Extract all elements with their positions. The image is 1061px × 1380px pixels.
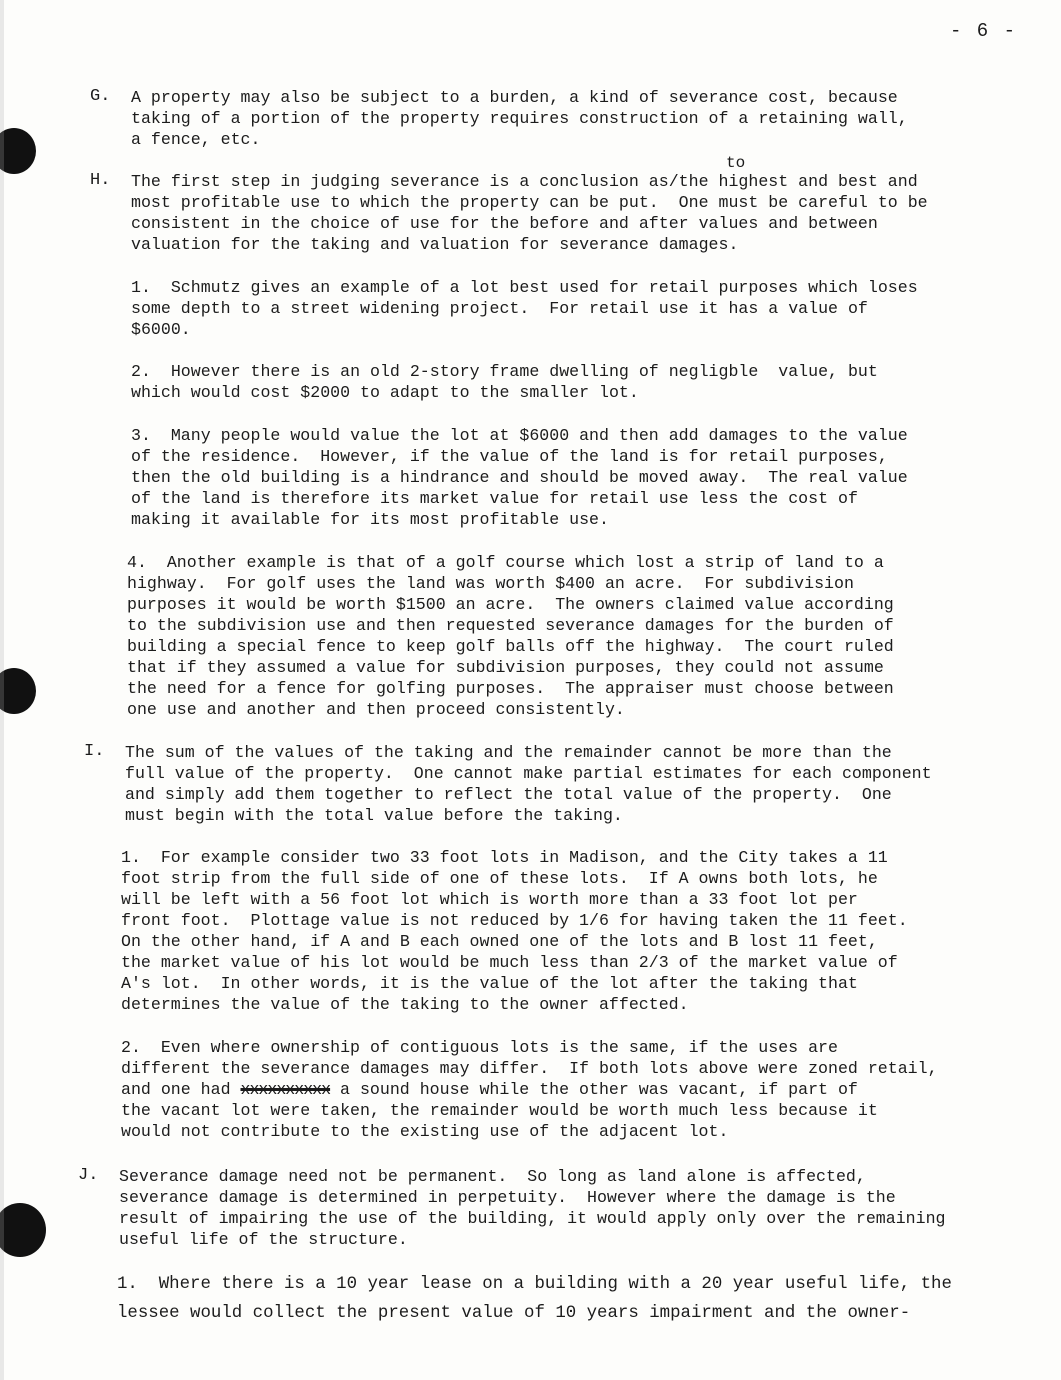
item-h1-line: some depth to a street widening project. For retail use it has a value of xyxy=(131,299,868,318)
paragraph-h-line: consistent in the choice of use for the before and after values and between xyxy=(131,214,878,233)
item-i2-line: 2. Even where ownership of contiguous lots is the same, if the uses are xyxy=(121,1038,838,1057)
item-i1-line: A's lot. In other words, it is the value of the lot after the taking that xyxy=(121,974,858,993)
item-h4-line: 4. Another example is that of a golf course which lost a strip of land to a xyxy=(127,553,884,572)
section-marker-j: J. xyxy=(78,1166,99,1185)
section-marker-i: I. xyxy=(84,742,105,761)
item-j1-line: lessee would collect the present value of 10 years impairment and the owner- xyxy=(117,1304,911,1323)
paragraph-g-line: a fence, etc. xyxy=(131,130,261,149)
struck-out-word: xxxxxxxxxx xyxy=(240,1080,331,1099)
item-i1-line: the market value of his lot would be much less than 2/3 of the market value of xyxy=(121,953,898,972)
paragraph-j-line: severance damage is determined in perpetuity. However where the damage is the xyxy=(119,1188,896,1207)
paragraph-h-line: The first step in judging severance is a conclusion as/the highest and best and xyxy=(131,172,918,191)
section-marker-h: H. xyxy=(90,171,111,190)
item-i2-line: different the severance damages may differ. If both lots above were zoned retail, xyxy=(121,1059,938,1078)
item-h4-line: that if they assumed a value for subdivision purposes, they could not assume xyxy=(127,658,884,677)
punch-hole-middle xyxy=(0,668,36,714)
item-h3-line: of the residence. However, if the value of the land is for retail purposes, xyxy=(131,447,888,466)
struck-after: a sound house while the other was vacant, if part of xyxy=(330,1080,858,1099)
section-marker-g: G. xyxy=(90,87,111,106)
item-h3-line: then the old building is a hindrance and should be moved away. The real value xyxy=(131,468,908,487)
item-i1-line: foot strip from the full side of one of these lots. If A owns both lots, he xyxy=(121,869,878,888)
item-i2-line: the vacant lot were taken, the remainder would be worth much less because it xyxy=(121,1101,878,1120)
punch-hole-top xyxy=(0,128,36,174)
handwritten-insert-to: to xyxy=(726,154,746,172)
item-i1-line: 1. For example consider two 33 foot lots in Madison, and the City takes a 11 xyxy=(121,848,888,867)
item-h3-line: 3. Many people would value the lot at $6000 and then add damages to the value xyxy=(131,426,908,445)
item-h4-line: highway. For golf uses the land was worth $400 an acre. For subdivision xyxy=(127,574,854,593)
paragraph-i-line: and simply add them together to reflect the total value of the property. One xyxy=(125,785,892,804)
left-edge-shadow xyxy=(0,0,4,1380)
item-h4-line: purposes it would be worth $1500 an acre. The owners claimed value according xyxy=(127,595,894,614)
item-i1-line: front foot. Plottage value is not reduced by 1/6 for having taken the 11 feet. xyxy=(121,911,908,930)
item-h2-line: 2. However there is an old 2-story frame dwelling of negligble value, but xyxy=(131,362,878,381)
item-i2-line: would not contribute to the existing use of the adjacent lot. xyxy=(121,1122,729,1141)
item-h4-line: building a special fence to keep golf balls off the highway. The court ruled xyxy=(127,637,894,656)
paragraph-h-line: most profitable use to which the property can be put. One must be careful to be xyxy=(131,193,928,212)
paragraph-i-line: full value of the property. One cannot make partial estimates for each component xyxy=(125,764,932,783)
paragraph-j-line: Severance damage need not be permanent. So long as land alone is affected, xyxy=(119,1167,866,1186)
item-h3-line: making it available for its most profitable use. xyxy=(131,510,609,529)
item-i2-line-struck xyxy=(121,1079,858,1100)
item-h1-line: $6000. xyxy=(131,320,191,339)
struck-before: and one had xyxy=(121,1080,241,1099)
item-i1-line: determines the value of the taking to the owner affected. xyxy=(121,995,689,1014)
paragraph-i-line: must begin with the total value before the taking. xyxy=(125,806,623,825)
item-h1-line: 1. Schmutz gives an example of a lot best used for retail purposes which loses xyxy=(131,278,918,297)
item-h3-line: of the land is therefore its market value for retail use less the cost of xyxy=(131,489,858,508)
item-i1-line: On the other hand, if A and B each owned one of the lots and B lost 11 feet, xyxy=(121,932,878,951)
paragraph-g-line: taking of a portion of the property requires construction of a retaining wall, xyxy=(131,109,908,128)
item-h2-line: which would cost $2000 to adapt to the smaller lot. xyxy=(131,383,639,402)
paragraph-i-line: The sum of the values of the taking and the remainder cannot be more than the xyxy=(125,743,892,762)
item-h4-line: the need for a fence for golfing purposes. The appraiser must choose between xyxy=(127,679,894,698)
paragraph-j-line: useful life of the structure. xyxy=(119,1230,408,1249)
page-number: - 6 - xyxy=(950,20,1018,42)
paragraph-h-line: valuation for the taking and valuation for severance damages. xyxy=(131,235,739,254)
punch-hole-bottom xyxy=(0,1203,46,1257)
item-h4-line: to the subdivision use and then requested severance damages for the burden of xyxy=(127,616,894,635)
paragraph-g-line: A property may also be subject to a burden, a kind of severance cost, because xyxy=(131,88,898,107)
item-i1-line: will be left with a 56 foot lot which is worth more than a 33 foot lot per xyxy=(121,890,858,909)
paragraph-j-line: result of impairing the use of the building, it would apply only over the remaining xyxy=(119,1209,946,1228)
item-j1-line: 1. Where there is a 10 year lease on a building with a 20 year useful life, the xyxy=(117,1275,952,1294)
item-h4-line: one use and another and then proceed consistently. xyxy=(127,700,625,719)
